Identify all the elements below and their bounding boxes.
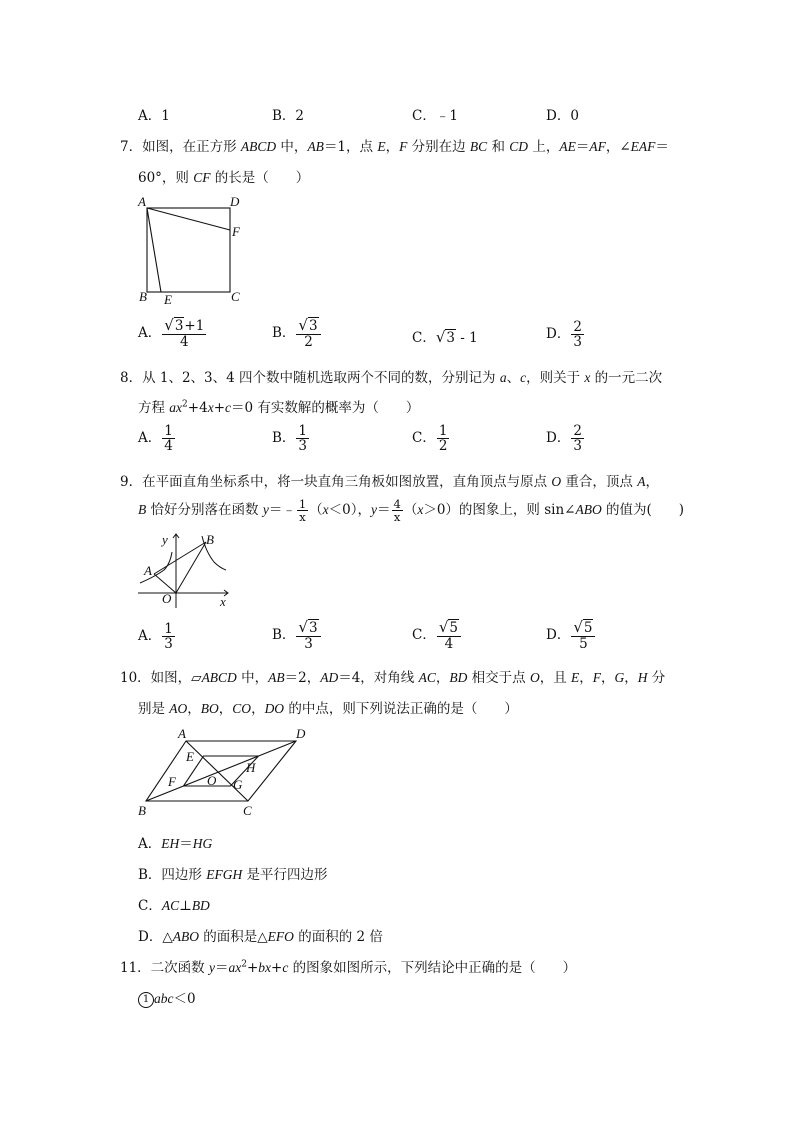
q9-label-b: B	[206, 532, 214, 547]
q10-option-c: C．AC⊥BD	[138, 898, 210, 914]
q9-label-x: x	[220, 594, 226, 609]
q10-stem-line1: 10．如图，▱ABCD 中，AB＝2，AD＝4，对角线 AC，BD 相交于点 O，且 E，F，G，H 分	[120, 670, 666, 686]
q10-option-d: D．△ABO 的面积是△EFO 的面积的 2 倍	[138, 929, 383, 945]
q6-option-a: A．1	[138, 108, 170, 124]
q7-label-c: C	[231, 289, 240, 304]
q9-stem-line2: B 恰好分别落在函数 y＝﹣ $\frac{1}{x}$ （x＜0），y＝ $\frac{4}{x}$ （x＞0）的图象上，则 sin∠ABO 的值为( )	[138, 497, 685, 525]
q10-label-h: H	[246, 760, 256, 775]
q10-label-g: G	[233, 777, 243, 792]
q10-label-c: C	[243, 803, 252, 818]
q11-item-1: 1 abc＜0	[138, 987, 196, 1008]
q8-option-c: C． $\frac{1}{2}$	[412, 423, 448, 455]
q10-label-e: E	[186, 749, 194, 764]
q10-stem-line2: 别是 AO，BO，CO，DO 的中点，则下列说法正确的是（ ）	[138, 701, 518, 717]
q8-stem-line1: 8．从 1、2、3、4 四个数中随机选取两个不同的数，分别记为 a、c，则关于 x 的一元二次	[120, 370, 663, 386]
q7-stem-line2: 60°，则 CF 的长是（ ）	[138, 170, 310, 186]
q9-coordinate-figure	[134, 530, 234, 612]
q7-label-e: E	[164, 292, 172, 307]
q7-label-b: B	[139, 289, 147, 304]
q7-option-a: A． $\frac{√3+1}{4}$	[138, 316, 205, 350]
q9-option-b: B． $\frac{√3}{3}$	[272, 620, 322, 651]
q7-option-b: B． $\frac{√3}{2}$	[272, 318, 322, 349]
q9-option-c: C． $\frac{√5}{4}$	[412, 620, 462, 651]
q10-option-b: B．四边形 EFGH 是平行四边形	[138, 867, 328, 883]
q11-stem-line1: 11．二次函数 $y=ax^2+bx+c$ 的图象如图所示，下列结论中正确的是（ ）	[120, 959, 577, 976]
q7-option-d: D． $\frac{2}{3}$	[546, 319, 582, 351]
q6-option-d: D．0	[546, 108, 579, 124]
q10-parallelogram-figure	[136, 724, 306, 820]
q7-option-c: C．√3 - 1	[412, 328, 478, 346]
q9-label-o: O	[162, 591, 172, 606]
q10-label-f: F	[168, 774, 176, 789]
circled-number: 1	[138, 992, 154, 1008]
q7-label-d: D	[230, 194, 240, 209]
q7-stem-line1: 7．如图，在正方形 ABCD 中，AB＝1，点 E，F 分别在边 BC 和 CD 上，AE＝AF，∠EAF＝	[120, 139, 669, 155]
q8-stem-line2: 方程 $ax^2+4x+c=0$ 有实数解的概率为（ ）	[138, 399, 420, 416]
q7-label-f: F	[232, 224, 240, 239]
q9-label-a: A	[144, 563, 152, 578]
q9-option-a: A． $\frac{1}{3}$	[138, 621, 173, 653]
q9-stem-line1: 9．在平面直角坐标系中，将一块直角三角板如图放置，直角顶点与原点 O 重合，顶点 A，	[120, 474, 659, 490]
q7-label-a: A	[138, 194, 146, 209]
q6-option-c: C．﹣1	[412, 108, 458, 124]
q10-label-b: B	[138, 803, 146, 818]
q8-option-d: D． $\frac{2}{3}$	[546, 423, 582, 455]
q10-label-d: D	[296, 726, 306, 741]
q9-label-y: y	[162, 532, 168, 547]
q10-label-o: O	[207, 773, 217, 788]
q8-option-a: A． $\frac{1}{4}$	[138, 423, 173, 455]
q10-option-a: A．EH＝HG	[138, 836, 213, 852]
q8-option-b: B． $\frac{1}{3}$	[272, 423, 308, 455]
q7-square-figure	[132, 192, 252, 307]
q6-option-b: B．2	[272, 108, 305, 124]
q9-option-d: D． $\frac{√5}{5}$	[546, 620, 596, 651]
q10-label-a: A	[178, 726, 186, 741]
